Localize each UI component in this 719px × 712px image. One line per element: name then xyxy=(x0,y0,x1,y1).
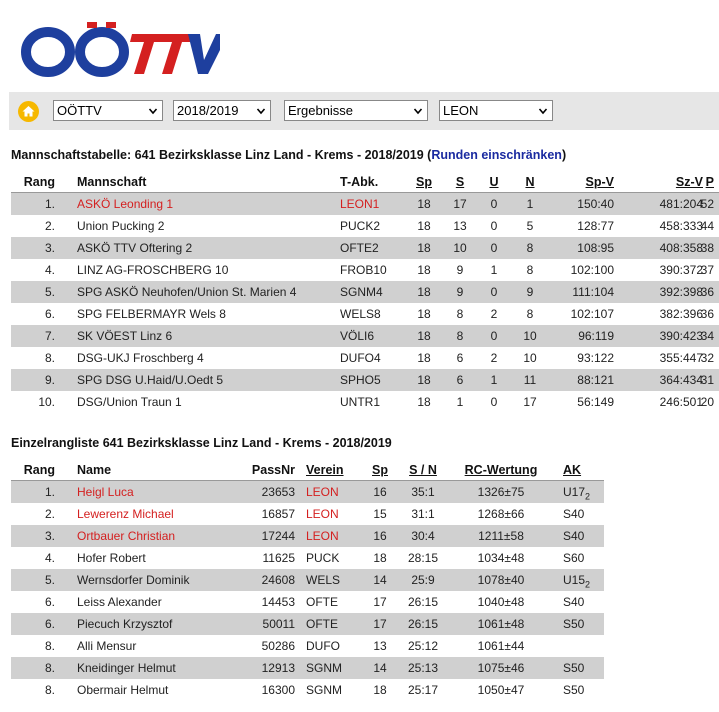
cell-p: 20 xyxy=(700,395,714,409)
cell-sp: 15 xyxy=(373,507,387,521)
cell-sp-v: 96:119 xyxy=(578,329,614,343)
cell-passnr: 17244 xyxy=(261,529,295,543)
cell-sp-v: 88:121 xyxy=(577,373,614,387)
cell-rc-wertung: 1050±47 xyxy=(477,683,525,697)
cell-u: 2 xyxy=(490,307,498,321)
cell-s-n: 25:12 xyxy=(407,639,439,653)
player-table-header xyxy=(11,459,604,481)
team-table-header xyxy=(11,171,719,193)
table-row[interactable] xyxy=(11,391,719,413)
cell-sp: 14 xyxy=(373,573,387,587)
header-sp[interactable]: Sp xyxy=(372,463,388,477)
cell-verein: PUCK xyxy=(306,551,340,565)
cell-t-abk: WELS8 xyxy=(340,307,381,321)
cell-rc-wertung: 1061±44 xyxy=(477,639,525,653)
header-rang: Rang xyxy=(23,175,55,189)
table-row[interactable] xyxy=(11,613,604,635)
table-row[interactable] xyxy=(11,547,604,569)
cell-mannschaft[interactable]: Union Pucking 2 xyxy=(77,219,165,233)
cell-n: 1 xyxy=(526,197,534,211)
cell-s: 8 xyxy=(456,329,464,343)
cell-ak xyxy=(563,547,595,569)
cell-name[interactable]: Obermair Helmut xyxy=(77,683,169,697)
cell-passnr: 50286 xyxy=(261,639,295,653)
cell-n: 11 xyxy=(523,373,537,387)
cell-sp: 18 xyxy=(417,395,431,409)
cell-verein: SGNM xyxy=(306,683,342,697)
cell-ak xyxy=(563,657,595,679)
cell-s-n: 25:13 xyxy=(407,661,439,675)
cell-rang: 1. xyxy=(44,485,55,499)
cell-s: 17 xyxy=(453,197,467,211)
cell-u: 2 xyxy=(490,351,498,365)
header-sp-v[interactable]: Sp-V xyxy=(585,175,614,189)
cell-ak xyxy=(563,503,595,525)
cell-rang: 4. xyxy=(44,551,55,565)
cell-mannschaft[interactable]: ASKÖ TTV Oftering 2 xyxy=(77,241,193,255)
header-p[interactable]: P xyxy=(705,175,714,189)
oettv-logo[interactable] xyxy=(20,22,220,81)
cell-u: 0 xyxy=(490,197,498,211)
header-sz-v[interactable]: Sz-V xyxy=(675,175,703,189)
header-verein[interactable]: Verein xyxy=(306,463,344,477)
cell-p: 34 xyxy=(700,329,714,343)
header-mannschaft: Mannschaft xyxy=(77,175,147,189)
ak-value: S40 xyxy=(563,529,585,543)
cell-ak xyxy=(563,679,595,701)
cell-verein: LEON xyxy=(306,485,339,499)
ak-subscript: 2 xyxy=(585,491,591,502)
cell-mannschaft[interactable]: DSG/Union Traun 1 xyxy=(77,395,182,409)
table-row[interactable] xyxy=(11,347,719,369)
cell-sp: 13 xyxy=(373,639,387,653)
cell-ak xyxy=(563,525,595,547)
cell-p: 52 xyxy=(700,197,714,211)
cell-sz-v: 364:434 xyxy=(659,373,703,387)
cell-name[interactable]: Heigl Luca xyxy=(77,485,134,499)
cell-t-abk: OFTE2 xyxy=(340,241,379,255)
team-table-title-text: Mannschaftstabelle: 641 Bezirksklasse Linz Land - Krems - 2018/2019 xyxy=(11,148,424,162)
cell-rc-wertung: 1268±66 xyxy=(477,507,525,521)
cell-n: 5 xyxy=(526,219,534,233)
cell-sp: 17 xyxy=(373,617,387,631)
cell-s-n: 25:17 xyxy=(407,683,439,697)
header-passnr: PassNr xyxy=(251,463,295,477)
cell-s-n: 35:1 xyxy=(411,485,435,499)
cell-rang: 3. xyxy=(44,241,55,255)
cell-rang: 4. xyxy=(44,263,55,277)
ak-value: S50 xyxy=(563,683,585,697)
verband-select-value: OÖTTV xyxy=(57,103,102,118)
cell-name[interactable]: Leiss Alexander xyxy=(77,595,162,609)
cell-mannschaft[interactable]: ASKÖ Leonding 1 xyxy=(77,197,174,211)
cell-rc-wertung: 1211±58 xyxy=(478,529,524,543)
club-select-value: LEON xyxy=(443,103,479,118)
cell-u: 1 xyxy=(490,373,498,387)
cell-t-abk: SPHO5 xyxy=(340,373,381,387)
cell-passnr: 14453 xyxy=(261,595,295,609)
cell-rang: 7. xyxy=(44,329,55,343)
cell-rang: 6. xyxy=(44,617,55,631)
header-sp[interactable]: Sp xyxy=(416,175,432,189)
cell-sp-v: 102:100 xyxy=(570,263,614,277)
cell-rang: 9. xyxy=(44,373,55,387)
cell-rang: 8. xyxy=(44,639,55,653)
cell-n: 10 xyxy=(523,329,537,343)
cell-ak xyxy=(563,569,595,591)
season-select[interactable] xyxy=(173,100,271,121)
player-table-title: Einzelrangliste 641 Bezirksklasse Linz Land - Krems - 2018/2019 xyxy=(11,436,392,450)
cell-ak xyxy=(563,635,595,657)
cell-rang: 8. xyxy=(44,351,55,365)
cell-rc-wertung: 1075±46 xyxy=(477,661,525,675)
chevron-down-icon xyxy=(256,106,266,116)
verband-select[interactable] xyxy=(53,100,163,121)
paren-open: ( xyxy=(427,148,432,162)
cell-t-abk: PUCK2 xyxy=(340,219,381,233)
cell-u: 0 xyxy=(490,329,498,343)
cell-s-n: 30:4 xyxy=(411,529,435,543)
header-name: Name xyxy=(77,463,112,477)
cell-t-abk: UNTR1 xyxy=(340,395,381,409)
cell-mannschaft[interactable]: SK VÖEST Linz 6 xyxy=(77,329,173,343)
cell-verein: SGNM xyxy=(306,661,342,675)
cell-n: 8 xyxy=(526,307,534,321)
ak-value: S40 xyxy=(563,595,585,609)
ak-value: S50 xyxy=(563,617,585,631)
cell-sp-v: 128:77 xyxy=(577,219,614,233)
cell-ak xyxy=(563,591,595,613)
cell-sp: 18 xyxy=(417,373,431,387)
cell-s-n: 26:15 xyxy=(407,617,439,631)
ak-value: S50 xyxy=(563,661,585,675)
cell-sp: 18 xyxy=(417,351,431,365)
cell-t-abk: SGNM4 xyxy=(340,285,383,299)
cell-s: 9 xyxy=(456,263,464,277)
cell-s-n: 31:1 xyxy=(411,507,435,521)
cell-sp: 17 xyxy=(373,595,387,609)
cell-sp-v: 111:104 xyxy=(572,285,614,299)
cell-n: 8 xyxy=(526,241,534,255)
cell-p: 32 xyxy=(700,351,714,365)
cell-ak xyxy=(563,481,595,503)
cell-sz-v: 390:372 xyxy=(659,263,703,277)
chevron-down-icon xyxy=(538,106,548,116)
table-row[interactable] xyxy=(11,635,604,657)
cell-rc-wertung: 1034±48 xyxy=(477,551,525,565)
cell-rang: 5. xyxy=(44,573,55,587)
cell-sp-v: 102:107 xyxy=(570,307,614,321)
cell-p: 36 xyxy=(700,285,714,299)
cell-rang: 5. xyxy=(44,285,55,299)
cell-ak xyxy=(563,613,595,635)
cell-t-abk: DUFO4 xyxy=(340,351,381,365)
cell-sz-v: 481:204 xyxy=(659,197,703,211)
cell-sz-v: 408:358 xyxy=(659,241,703,255)
cell-mannschaft[interactable]: SPG ASKÖ Neuhofen/Union St. Marien 4 xyxy=(77,285,297,299)
view-select[interactable] xyxy=(284,100,428,121)
cell-sz-v: 355:447 xyxy=(659,351,703,365)
cell-rang: 6. xyxy=(44,595,55,609)
runden-einschraenken-link[interactable]: Runden einschränken xyxy=(431,148,562,162)
table-row[interactable] xyxy=(11,679,604,701)
cell-sp: 18 xyxy=(373,551,387,565)
cell-passnr: 50011 xyxy=(262,617,295,631)
cell-sp-v: 56:149 xyxy=(577,395,614,409)
cell-u: 0 xyxy=(490,285,498,299)
cell-t-abk: LEON1 xyxy=(340,197,380,211)
cell-s: 8 xyxy=(456,307,464,321)
cell-name[interactable]: Piecuch Krzysztof xyxy=(77,617,173,631)
cell-name[interactable]: Alli Mensur xyxy=(77,639,137,653)
ak-value: U17 xyxy=(563,485,586,499)
chevron-down-icon xyxy=(148,106,158,116)
cell-u: 0 xyxy=(490,241,498,255)
table-row[interactable] xyxy=(11,503,604,525)
cell-rc-wertung: 1061±48 xyxy=(477,617,525,631)
cell-name[interactable]: Hofer Robert xyxy=(77,551,146,565)
cell-rc-wertung: 1326±75 xyxy=(477,485,525,499)
cell-sp: 16 xyxy=(373,485,387,499)
cell-mannschaft[interactable]: LINZ AG-FROSCHBERG 10 xyxy=(77,263,229,277)
cell-sp: 18 xyxy=(417,307,431,321)
cell-rang: 2. xyxy=(44,507,55,521)
ak-value: U15 xyxy=(563,573,586,587)
cell-rc-wertung: 1040±48 xyxy=(477,595,525,609)
cell-t-abk: FROB10 xyxy=(340,263,387,277)
cell-name[interactable]: Wernsdorfer Dominik xyxy=(77,573,190,587)
cell-sp: 18 xyxy=(417,285,431,299)
cell-sp: 18 xyxy=(417,263,431,277)
cell-sp-v: 108:95 xyxy=(577,241,614,255)
header-t-abk: T-Abk. xyxy=(340,175,379,189)
cell-s: 6 xyxy=(456,351,464,365)
cell-sp: 18 xyxy=(417,197,431,211)
table-row[interactable] xyxy=(11,303,719,325)
header-s[interactable]: S xyxy=(455,175,465,189)
cell-sz-v: 392:398 xyxy=(659,285,703,299)
cell-name[interactable]: Lewerenz Michael xyxy=(77,507,174,521)
cell-rang: 2. xyxy=(44,219,55,233)
cell-mannschaft[interactable]: DSG-UKJ Froschberg 4 xyxy=(77,351,204,365)
header-s-n[interactable]: S / N xyxy=(409,463,437,477)
filter-bar xyxy=(9,92,719,130)
cell-sp: 18 xyxy=(417,329,431,343)
cell-sp-v: 150:40 xyxy=(577,197,614,211)
cell-verein: OFTE xyxy=(306,595,338,609)
cell-rang: 10. xyxy=(38,395,55,409)
table-row[interactable] xyxy=(11,591,604,613)
cell-s: 9 xyxy=(456,285,464,299)
table-row[interactable] xyxy=(11,525,604,547)
table-row[interactable] xyxy=(11,569,604,591)
cell-u: 0 xyxy=(490,395,498,409)
chevron-down-icon xyxy=(413,106,423,116)
cell-sp: 18 xyxy=(373,683,387,697)
season-select-value: 2018/2019 xyxy=(177,103,239,118)
cell-rang: 6. xyxy=(44,307,55,321)
cell-p: 37 xyxy=(700,263,714,277)
cell-rc-wertung: 1078±40 xyxy=(477,573,525,587)
cell-mannschaft[interactable]: SPG DSG U.Haid/U.Oedt 5 xyxy=(77,373,224,387)
club-select[interactable] xyxy=(439,100,553,121)
cell-s: 10 xyxy=(453,241,467,255)
cell-sz-v: 390:423 xyxy=(659,329,703,343)
header-n[interactable]: N xyxy=(525,175,535,189)
cell-sp: 16 xyxy=(373,529,387,543)
cell-name[interactable]: Ortbauer Christian xyxy=(77,529,176,543)
cell-p: 44 xyxy=(700,219,714,233)
cell-sp: 14 xyxy=(373,661,387,675)
cell-mannschaft[interactable]: SPG FELBERMAYR Wels 8 xyxy=(77,307,226,321)
cell-p: 36 xyxy=(700,307,714,321)
header-rang: Rang xyxy=(23,463,55,477)
cell-sz-v: 382:396 xyxy=(659,307,703,321)
header-ak[interactable]: AK xyxy=(563,463,582,477)
cell-passnr: 16857 xyxy=(261,507,295,521)
cell-passnr: 11625 xyxy=(262,551,295,565)
cell-s: 6 xyxy=(456,373,464,387)
cell-s-n: 28:15 xyxy=(407,551,439,565)
ak-value: S60 xyxy=(563,551,585,565)
home-button[interactable] xyxy=(18,101,39,122)
table-row[interactable] xyxy=(11,369,719,391)
ak-value: S40 xyxy=(563,507,585,521)
cell-sz-v: 246:501 xyxy=(659,395,703,409)
cell-s-n: 25:9 xyxy=(411,573,435,587)
cell-verein: OFTE xyxy=(306,617,338,631)
home-icon xyxy=(18,101,39,122)
header-u[interactable]: U xyxy=(489,175,499,189)
cell-verein: LEON xyxy=(306,529,339,543)
cell-passnr: 23653 xyxy=(261,485,295,499)
cell-s-n: 26:15 xyxy=(407,595,439,609)
cell-sz-v: 458:333 xyxy=(659,219,703,233)
ak-subscript: 2 xyxy=(585,579,591,590)
cell-n: 10 xyxy=(523,351,537,365)
cell-n: 17 xyxy=(523,395,537,409)
table-row[interactable] xyxy=(11,281,719,303)
paren-close: ) xyxy=(561,148,567,162)
cell-n: 8 xyxy=(526,263,534,277)
cell-rang: 1. xyxy=(44,197,55,211)
table-row[interactable] xyxy=(11,481,604,503)
cell-verein: WELS xyxy=(306,573,341,587)
cell-name[interactable]: Kneidinger Helmut xyxy=(77,661,176,675)
cell-p: 31 xyxy=(700,373,714,387)
team-table-title xyxy=(11,148,566,162)
cell-n: 9 xyxy=(526,285,534,299)
cell-p: 38 xyxy=(700,241,714,255)
cell-sp-v: 93:122 xyxy=(577,351,614,365)
table-row[interactable] xyxy=(11,657,604,679)
cell-u: 1 xyxy=(490,263,498,277)
cell-passnr: 16300 xyxy=(261,683,295,697)
table-row[interactable] xyxy=(11,237,719,259)
cell-sp: 18 xyxy=(417,241,431,255)
cell-t-abk: VÖLI6 xyxy=(340,329,375,343)
cell-s: 1 xyxy=(456,395,464,409)
cell-passnr: 24608 xyxy=(261,573,295,587)
cell-verein: DUFO xyxy=(306,639,340,653)
table-row[interactable] xyxy=(11,325,719,347)
cell-rang: 8. xyxy=(44,661,55,675)
table-row[interactable] xyxy=(11,259,719,281)
cell-rang: 8. xyxy=(44,683,55,697)
cell-s: 13 xyxy=(453,219,467,233)
cell-rang: 3. xyxy=(44,529,55,543)
table-row[interactable] xyxy=(11,215,719,237)
table-row[interactable] xyxy=(11,193,719,215)
cell-sp: 18 xyxy=(417,219,431,233)
cell-u: 0 xyxy=(490,219,498,233)
header-rc-wertung[interactable]: RC-Wertung xyxy=(464,463,538,477)
cell-passnr: 12913 xyxy=(261,661,295,675)
view-select-value: Ergebnisse xyxy=(288,103,354,118)
cell-verein: LEON xyxy=(306,507,339,521)
